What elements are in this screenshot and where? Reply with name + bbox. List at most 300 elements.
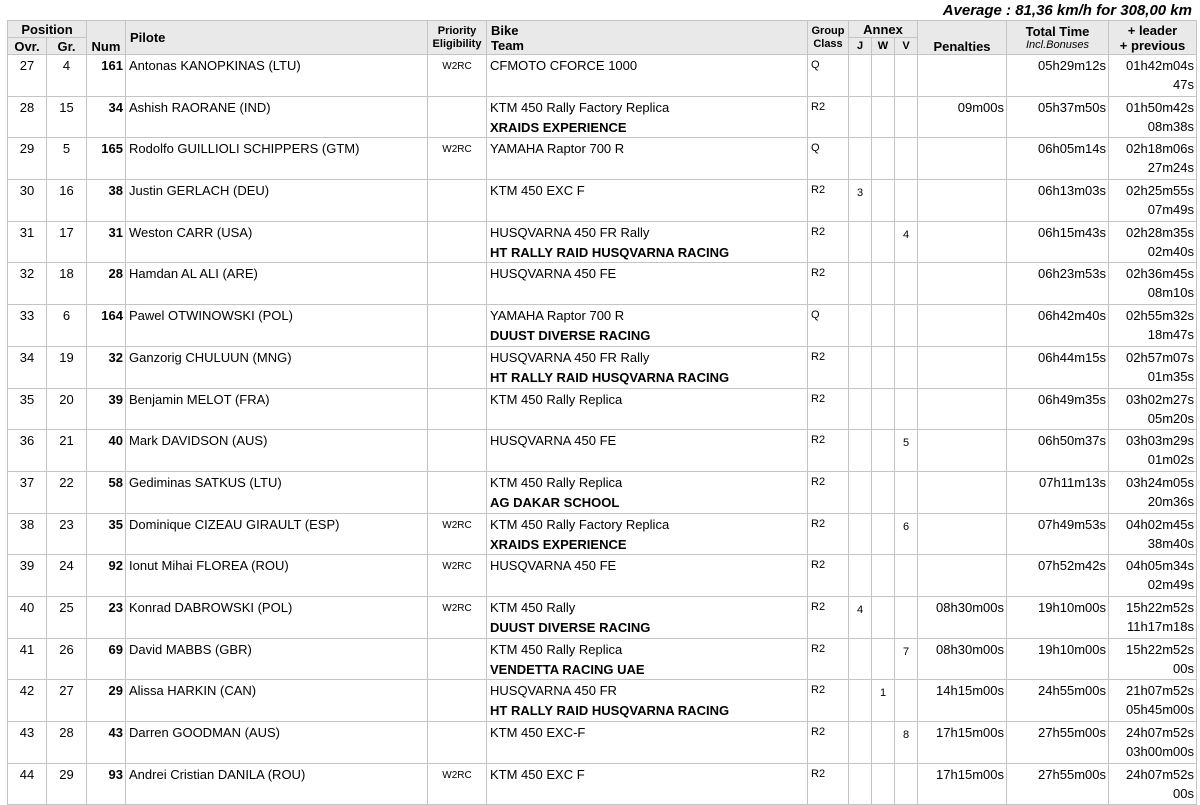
group-label: Group [811, 24, 845, 37]
table-row [8, 722, 1197, 764]
position-header: Position [8, 21, 87, 38]
annex-j [849, 430, 872, 472]
total-time: 05h37m50s [1007, 96, 1109, 138]
priority-cell [428, 471, 487, 513]
group-class: R2 [808, 680, 849, 722]
annex-v [895, 763, 918, 805]
ovr-header: Ovr. [8, 38, 47, 55]
bike-model: KTM 450 EXC F [490, 183, 585, 199]
table-row [8, 638, 1197, 680]
group-position: 18 [47, 263, 87, 305]
annex-v [895, 346, 918, 388]
group-class: R2 [808, 763, 849, 805]
overall-position: 34 [8, 346, 47, 388]
overall-position: 28 [8, 96, 47, 138]
pilot-name: Rodolfo GUILLIOLI SCHIPPERS (GTM) [126, 138, 428, 180]
race-number: 31 [87, 221, 126, 263]
team-name: XRAIDS EXPERIENCE [490, 119, 627, 135]
priority-cell [428, 388, 487, 430]
table-row [8, 305, 1197, 347]
race-number: 29 [87, 680, 126, 722]
num-header: Num [87, 21, 126, 55]
group-position: 5 [47, 138, 87, 180]
priority-badge: W2RC [442, 769, 472, 781]
team-name: DUUST DIVERSE RACING [490, 619, 651, 635]
group-class: R2 [808, 430, 849, 472]
bike-model: KTM 450 Rally Replica [490, 391, 623, 407]
bike-team-cell [487, 55, 808, 97]
group-class: R2 [808, 96, 849, 138]
overall-position: 40 [8, 596, 47, 638]
annex-j [849, 346, 872, 388]
penalties [918, 430, 1007, 472]
race-number: 92 [87, 555, 126, 597]
team-name: HT RALLY RAID HUSQVARNA RACING [490, 369, 730, 385]
bike-team-cell [487, 430, 808, 472]
bike-team-cell [487, 638, 808, 680]
overall-position: 44 [8, 763, 47, 805]
annex-v [895, 680, 918, 722]
gap-cell [1109, 388, 1197, 430]
bike-team-cell [487, 555, 808, 597]
gap-cell [1109, 680, 1197, 722]
gap-leader: 15h22m52s [1126, 641, 1194, 657]
group-class: R2 [808, 638, 849, 680]
annex-j [849, 513, 872, 555]
race-number: 161 [87, 55, 126, 97]
pilot-name: Pawel OTWINOWSKI (POL) [126, 305, 428, 347]
total-time: 06h44m15s [1007, 346, 1109, 388]
annex-j [849, 305, 872, 347]
group-class: Q [808, 138, 849, 180]
annex-w [872, 471, 895, 513]
annex-v [895, 305, 918, 347]
priority-cell [428, 430, 487, 472]
bike-model: HUSQVARNA 450 FR Rally [490, 349, 650, 365]
gap-leader: 04h05m34s [1126, 558, 1194, 574]
annex-w [872, 722, 895, 764]
annex-w [872, 430, 895, 472]
total-time: 07h11m13s [1007, 471, 1109, 513]
group-position: 15 [47, 96, 87, 138]
gap-previous: 05m20s [1147, 410, 1194, 426]
annex-v [895, 596, 918, 638]
bike-model: HUSQVARNA 450 FR Rally [490, 224, 650, 240]
bike-team-cell [487, 96, 808, 138]
gap-leader: 02h28m35s [1126, 224, 1194, 240]
gap-previous: 00s [1173, 785, 1194, 801]
gap-cell [1109, 96, 1197, 138]
annex-v [895, 388, 918, 430]
group-position: 25 [47, 596, 87, 638]
group-class: R2 [808, 263, 849, 305]
gap-leader: 03h24m05s [1126, 474, 1194, 490]
bike-model: CFMOTO CFORCE 1000 [490, 58, 638, 73]
overall-position: 27 [8, 55, 47, 97]
gap-cell [1109, 138, 1197, 180]
gap-previous: 27m24s [1147, 160, 1194, 176]
annex-j [849, 96, 872, 138]
total-time: 19h10m00s [1007, 596, 1109, 638]
table-row [8, 513, 1197, 555]
team-name: XRAIDS EXPERIENCE [490, 536, 627, 552]
table-row [8, 221, 1197, 263]
gap-leader: 03h02m27s [1126, 391, 1194, 407]
pilot-name: Andrei Cristian DANILA (ROU) [126, 763, 428, 805]
table-row [8, 430, 1197, 472]
annex-w [872, 221, 895, 263]
annex-v: 7 [895, 638, 918, 680]
bike-model: KTM 450 Rally Replica [490, 641, 623, 657]
annex-j [849, 221, 872, 263]
gap-previous: 02m40s [1147, 243, 1194, 259]
group-position: 27 [47, 680, 87, 722]
table-row [8, 680, 1197, 722]
group-position: 24 [47, 555, 87, 597]
gap-previous: 07m49s [1147, 202, 1194, 218]
bike-model: KTM 450 Rally Factory Replica [490, 516, 670, 532]
overall-position: 29 [8, 138, 47, 180]
annex-header: Annex [849, 21, 918, 38]
pilot-name: Ganzorig CHULUUN (MNG) [126, 346, 428, 388]
priority-cell [428, 180, 487, 222]
penalties [918, 513, 1007, 555]
group-position: 28 [47, 722, 87, 764]
table-row [8, 555, 1197, 597]
annex-j [849, 680, 872, 722]
pilot-name: Ionut Mihai FLOREA (ROU) [126, 555, 428, 597]
overall-position: 41 [8, 638, 47, 680]
gap-cell [1109, 555, 1197, 597]
pilot-name: Konrad DABROWSKI (POL) [126, 596, 428, 638]
race-number: 23 [87, 596, 126, 638]
team-name: DUUST DIVERSE RACING [490, 328, 651, 344]
gap-cell [1109, 346, 1197, 388]
group-class: R2 [808, 722, 849, 764]
team-name: AG DAKAR SCHOOL [490, 494, 620, 510]
bike-team-cell [487, 763, 808, 805]
total-time: 06h49m35s [1007, 388, 1109, 430]
gap-leader: 02h25m55s [1126, 183, 1194, 199]
gap-cell [1109, 55, 1197, 97]
annex-v [895, 138, 918, 180]
annex-j [849, 263, 872, 305]
gap-cell [1109, 471, 1197, 513]
total-time: 06h05m14s [1007, 138, 1109, 180]
gap-previous: 05h45m00s [1126, 702, 1194, 718]
gap-previous: 08m10s [1147, 285, 1194, 301]
total-time: 06h50m37s [1007, 430, 1109, 472]
gap-cell [1109, 513, 1197, 555]
penalties [918, 555, 1007, 597]
priority-cell [428, 346, 487, 388]
gap-leader: 04h02m45s [1126, 516, 1194, 532]
priority-cell [428, 96, 487, 138]
annex-j [849, 638, 872, 680]
team-label: Team [491, 37, 524, 53]
table-row [8, 471, 1197, 513]
race-number: 40 [87, 430, 126, 472]
annex-v: 6 [895, 513, 918, 555]
group-position: 4 [47, 55, 87, 97]
group-position: 22 [47, 471, 87, 513]
overall-position: 37 [8, 471, 47, 513]
priority-badge: W2RC [442, 602, 472, 614]
penalties: 08h30m00s [918, 596, 1007, 638]
group-class-header [808, 21, 849, 55]
group-class: R2 [808, 388, 849, 430]
pilot-name: Mark DAVIDSON (AUS) [126, 430, 428, 472]
gap-leader: 15h22m52s [1126, 599, 1194, 615]
pilot-name: Hamdan AL ALI (ARE) [126, 263, 428, 305]
total-time-label: Total Time [1025, 23, 1090, 39]
bike-model: KTM 450 EXC-F [490, 725, 586, 740]
total-time: 07h52m42s [1007, 555, 1109, 597]
pilot-name: David MABBS (GBR) [126, 638, 428, 680]
total-time: 24h55m00s [1007, 680, 1109, 722]
table-row [8, 96, 1197, 138]
race-number: 164 [87, 305, 126, 347]
gap-leader: 24h07m52s [1126, 725, 1194, 740]
gap-previous: 01m35s [1147, 368, 1194, 384]
overall-position: 35 [8, 388, 47, 430]
table-row [8, 346, 1197, 388]
gap-cell [1109, 180, 1197, 222]
average-speed: Average : 81,36 km/h for 308,00 km [942, 2, 1192, 19]
penalties [918, 221, 1007, 263]
bike-team-cell [487, 346, 808, 388]
pilot-name: Alissa HARKIN (CAN) [126, 680, 428, 722]
table-row [8, 263, 1197, 305]
gap-cell [1109, 305, 1197, 347]
group-class: R2 [808, 471, 849, 513]
priority-cell [428, 55, 487, 97]
total-time: 27h55m00s [1007, 763, 1109, 805]
bike-model: KTM 450 Rally Replica [490, 474, 623, 490]
annex-v: 5 [895, 430, 918, 472]
race-number: 165 [87, 138, 126, 180]
bike-model: KTM 450 EXC F [490, 766, 585, 782]
priority-cell [428, 555, 487, 597]
table-row [8, 596, 1197, 638]
total-time: 06h42m40s [1007, 305, 1109, 347]
table-row [8, 180, 1197, 222]
penalties [918, 180, 1007, 222]
gap-leader: 02h57m07s [1126, 349, 1194, 365]
group-position: 23 [47, 513, 87, 555]
group-position: 26 [47, 638, 87, 680]
pilot-name: Darren GOODMAN (AUS) [126, 722, 428, 764]
priority-cell [428, 221, 487, 263]
penalties [918, 471, 1007, 513]
overall-position: 31 [8, 221, 47, 263]
penalties [918, 305, 1007, 347]
bike-team-cell [487, 513, 808, 555]
total-time-header [1007, 21, 1109, 55]
annex-v [895, 180, 918, 222]
bike-team-cell [487, 680, 808, 722]
annex-w [872, 305, 895, 347]
team-name: HT RALLY RAID HUSQVARNA RACING [490, 244, 730, 260]
gap-leader: 03h03m29s [1126, 433, 1194, 449]
group-position: 21 [47, 430, 87, 472]
gap-previous: 02m49s [1147, 577, 1194, 593]
bike-model: HUSQVARNA 450 FR [490, 683, 617, 699]
race-number: 69 [87, 638, 126, 680]
annex-v [895, 263, 918, 305]
gap-previous: 11h17m18s [1127, 618, 1194, 634]
penalties: 08h30m00s [918, 638, 1007, 680]
bike-label: Bike [491, 22, 519, 38]
annex-w [872, 513, 895, 555]
pilot-name: Dominique CIZEAU GIRAULT (ESP) [126, 513, 428, 555]
bike-team-cell [487, 221, 808, 263]
annex-w [872, 346, 895, 388]
overall-position: 39 [8, 555, 47, 597]
overall-position: 43 [8, 722, 47, 764]
bike-team-cell [487, 388, 808, 430]
group-class: R2 [808, 596, 849, 638]
race-number: 39 [87, 388, 126, 430]
bike-team-cell [487, 305, 808, 347]
gap-leader: 01h42m04s [1126, 58, 1194, 73]
pilot-name: Gediminas SATKUS (LTU) [126, 471, 428, 513]
bike-team-cell [487, 596, 808, 638]
annex-j [849, 763, 872, 805]
penalties: 17h15m00s [918, 763, 1007, 805]
group-class: R2 [808, 180, 849, 222]
priority-cell [428, 138, 487, 180]
table-row [8, 388, 1197, 430]
annex-j [849, 555, 872, 597]
gap-leader: 02h18m06s [1126, 141, 1194, 157]
bike-team-cell [487, 180, 808, 222]
priority-cell [428, 596, 487, 638]
leader-label: + leader [1127, 22, 1178, 38]
gap-leader: 02h55m32s [1126, 308, 1194, 324]
pilot-name: Ashish RAORANE (IND) [126, 96, 428, 138]
gap-leader: 02h36m45s [1126, 266, 1194, 282]
bike-team-cell [487, 471, 808, 513]
bike-model: YAMAHA Raptor 700 R [490, 308, 625, 324]
team-name: VENDETTA RACING UAE [490, 661, 645, 677]
group-class: Q [808, 55, 849, 97]
gap-leader: 01h50m42s [1126, 99, 1194, 115]
pilot-name: Weston CARR (USA) [126, 221, 428, 263]
gap-cell [1109, 596, 1197, 638]
priority-cell [428, 305, 487, 347]
total-time: 07h49m53s [1007, 513, 1109, 555]
gap-previous: 03h00m00s [1126, 744, 1194, 759]
priority-cell [428, 638, 487, 680]
gap-cell [1109, 221, 1197, 263]
overall-position: 42 [8, 680, 47, 722]
annex-w [872, 596, 895, 638]
annex-w: 1 [872, 680, 895, 722]
race-number: 35 [87, 513, 126, 555]
annex-w [872, 388, 895, 430]
eligibility-label: Eligibility [432, 37, 482, 50]
bike-team-cell [487, 263, 808, 305]
bike-team-cell [487, 722, 808, 764]
group-position: 6 [47, 305, 87, 347]
pilote-header: Pilote [126, 21, 428, 55]
annex-w-header: W [872, 38, 895, 55]
group-class: R2 [808, 346, 849, 388]
annex-w [872, 96, 895, 138]
race-number: 58 [87, 471, 126, 513]
annex-j [849, 471, 872, 513]
gap-cell [1109, 763, 1197, 805]
penalties [918, 263, 1007, 305]
annex-j [849, 138, 872, 180]
penalties: 14h15m00s [918, 680, 1007, 722]
overall-position: 33 [8, 305, 47, 347]
bike-model: KTM 450 Rally Factory Replica [490, 99, 670, 115]
gap-previous: 20m36s [1147, 493, 1194, 509]
priority-cell [428, 763, 487, 805]
annex-v: 4 [895, 221, 918, 263]
annex-j-header: J [849, 38, 872, 55]
race-number: 93 [87, 763, 126, 805]
priority-cell [428, 680, 487, 722]
gap-previous: 01m02s [1147, 452, 1194, 468]
race-number: 34 [87, 96, 126, 138]
race-number: 43 [87, 722, 126, 764]
priority-badge: W2RC [442, 561, 472, 573]
annex-v [895, 555, 918, 597]
overall-position: 36 [8, 430, 47, 472]
gap-previous: 38m40s [1147, 535, 1194, 551]
penalties-header: Penalties [918, 21, 1007, 55]
total-time: 06h15m43s [1007, 221, 1109, 263]
bike-model: YAMAHA Raptor 700 R [490, 141, 625, 157]
annex-j [849, 388, 872, 430]
gap-leader: 24h07m52s [1126, 766, 1194, 782]
total-time: 06h23m53s [1007, 263, 1109, 305]
overall-position: 30 [8, 180, 47, 222]
group-class: Q [808, 305, 849, 347]
penalties: 17h15m00s [918, 722, 1007, 764]
total-time: 06h13m03s [1007, 180, 1109, 222]
penalties [918, 388, 1007, 430]
bike-model: KTM 450 Rally [490, 599, 576, 615]
gap-cell [1109, 638, 1197, 680]
priority-header [428, 21, 487, 55]
priority-cell [428, 513, 487, 555]
annex-w [872, 180, 895, 222]
total-time: 27h55m00s [1007, 722, 1109, 764]
table-row [8, 138, 1197, 180]
gap-leader: 21h07m52s [1126, 683, 1194, 699]
pilot-name: Benjamin MELOT (FRA) [126, 388, 428, 430]
bike-model: HUSQVARNA 450 FE [490, 433, 617, 449]
overall-position: 32 [8, 263, 47, 305]
penalties: 09m00s [918, 96, 1007, 138]
team-name: HT RALLY RAID HUSQVARNA RACING [490, 703, 730, 719]
table-row [8, 55, 1197, 97]
penalties [918, 346, 1007, 388]
group-position: 17 [47, 221, 87, 263]
priority-label: Priority [437, 24, 477, 37]
group-class: R2 [808, 513, 849, 555]
results-table [7, 20, 1197, 805]
annex-j [849, 722, 872, 764]
pilot-name: Justin GERLACH (DEU) [126, 180, 428, 222]
race-number: 38 [87, 180, 126, 222]
annex-j [849, 55, 872, 97]
annex-w [872, 555, 895, 597]
